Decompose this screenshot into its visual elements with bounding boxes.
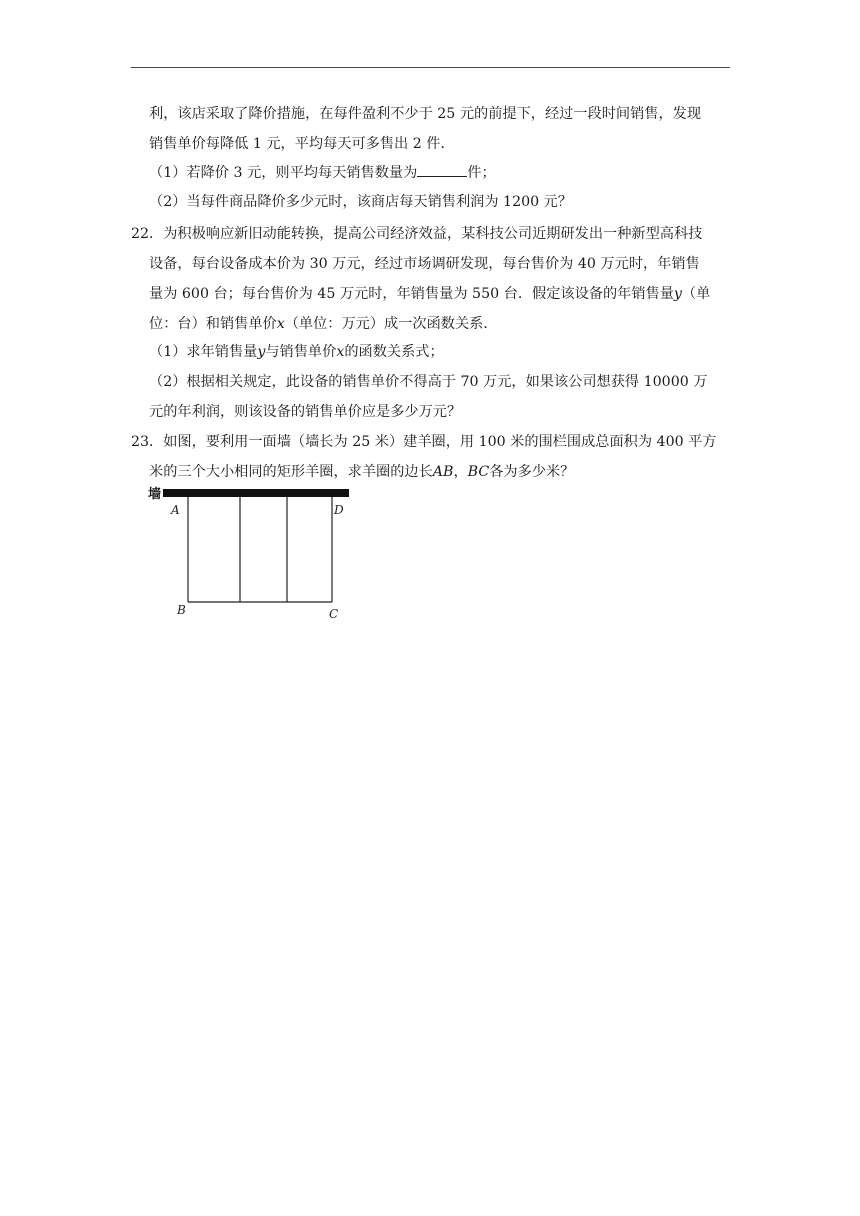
q22-subquestion-1: （1）求年销售量y与销售单价x的函数关系式； [149, 344, 444, 360]
q22-line-3: 量为 600 台；每台售价为 45 万元时，年销售量为 550 台．假定该设备的年销售量y（单 [149, 286, 711, 302]
label-c: C [329, 607, 339, 621]
q22-subquestion-2-line-2: 元的年利润，则该设备的销售单价应是多少万元？ [149, 404, 462, 420]
label-b: B [177, 603, 186, 617]
q22-subquestion-2-line-1: （2）根据相关规定，此设备的销售单价不得高于 70 万元，如果该公司想获得 10000 万 [149, 374, 708, 390]
label-a: A [171, 503, 180, 517]
wall-label: 墙 [148, 487, 162, 502]
q23-line-1: 23．如图，要利用一面墙（墙长为 25 米）建羊圈，用 100 米的围栏围成总面积为 400 平方 [131, 434, 717, 450]
q21-line-2: 销售单价每降低 1 元，平均每天可多售出 2 件． [149, 136, 455, 152]
label-d: D [334, 503, 344, 517]
q21-subquestion-1: （1）若降价 3 元，则平均每天销售数量为 件； [149, 162, 496, 183]
wall-bar [163, 489, 349, 497]
q23-line-2: 米的三个大小相同的矩形羊圈，求羊圈的边长AB，BC各为多少米？ [149, 464, 575, 480]
q21-subquestion-2: （2）当每件商品降价多少元时，该商店每天销售利润为 1200 元？ [149, 194, 573, 210]
q22-line-1: 22．为积极响应新旧动能转换，提高公司经济效益，某科技公司近期研发出一种新型高科技 [131, 226, 703, 242]
q22-line-2: 设备，每台设备成本价为 30 万元，经过市场调研发现，每台售价为 40 万元时，年销售 [149, 256, 700, 272]
q21-line-1: 利，该店采取了降价措施，在每件盈利不少于 25 元的前提下，经过一段时间销售，发现 [149, 106, 702, 122]
q22-line-4: 位：台）和销售单价x（单位：万元）成一次函数关系． [149, 316, 498, 332]
